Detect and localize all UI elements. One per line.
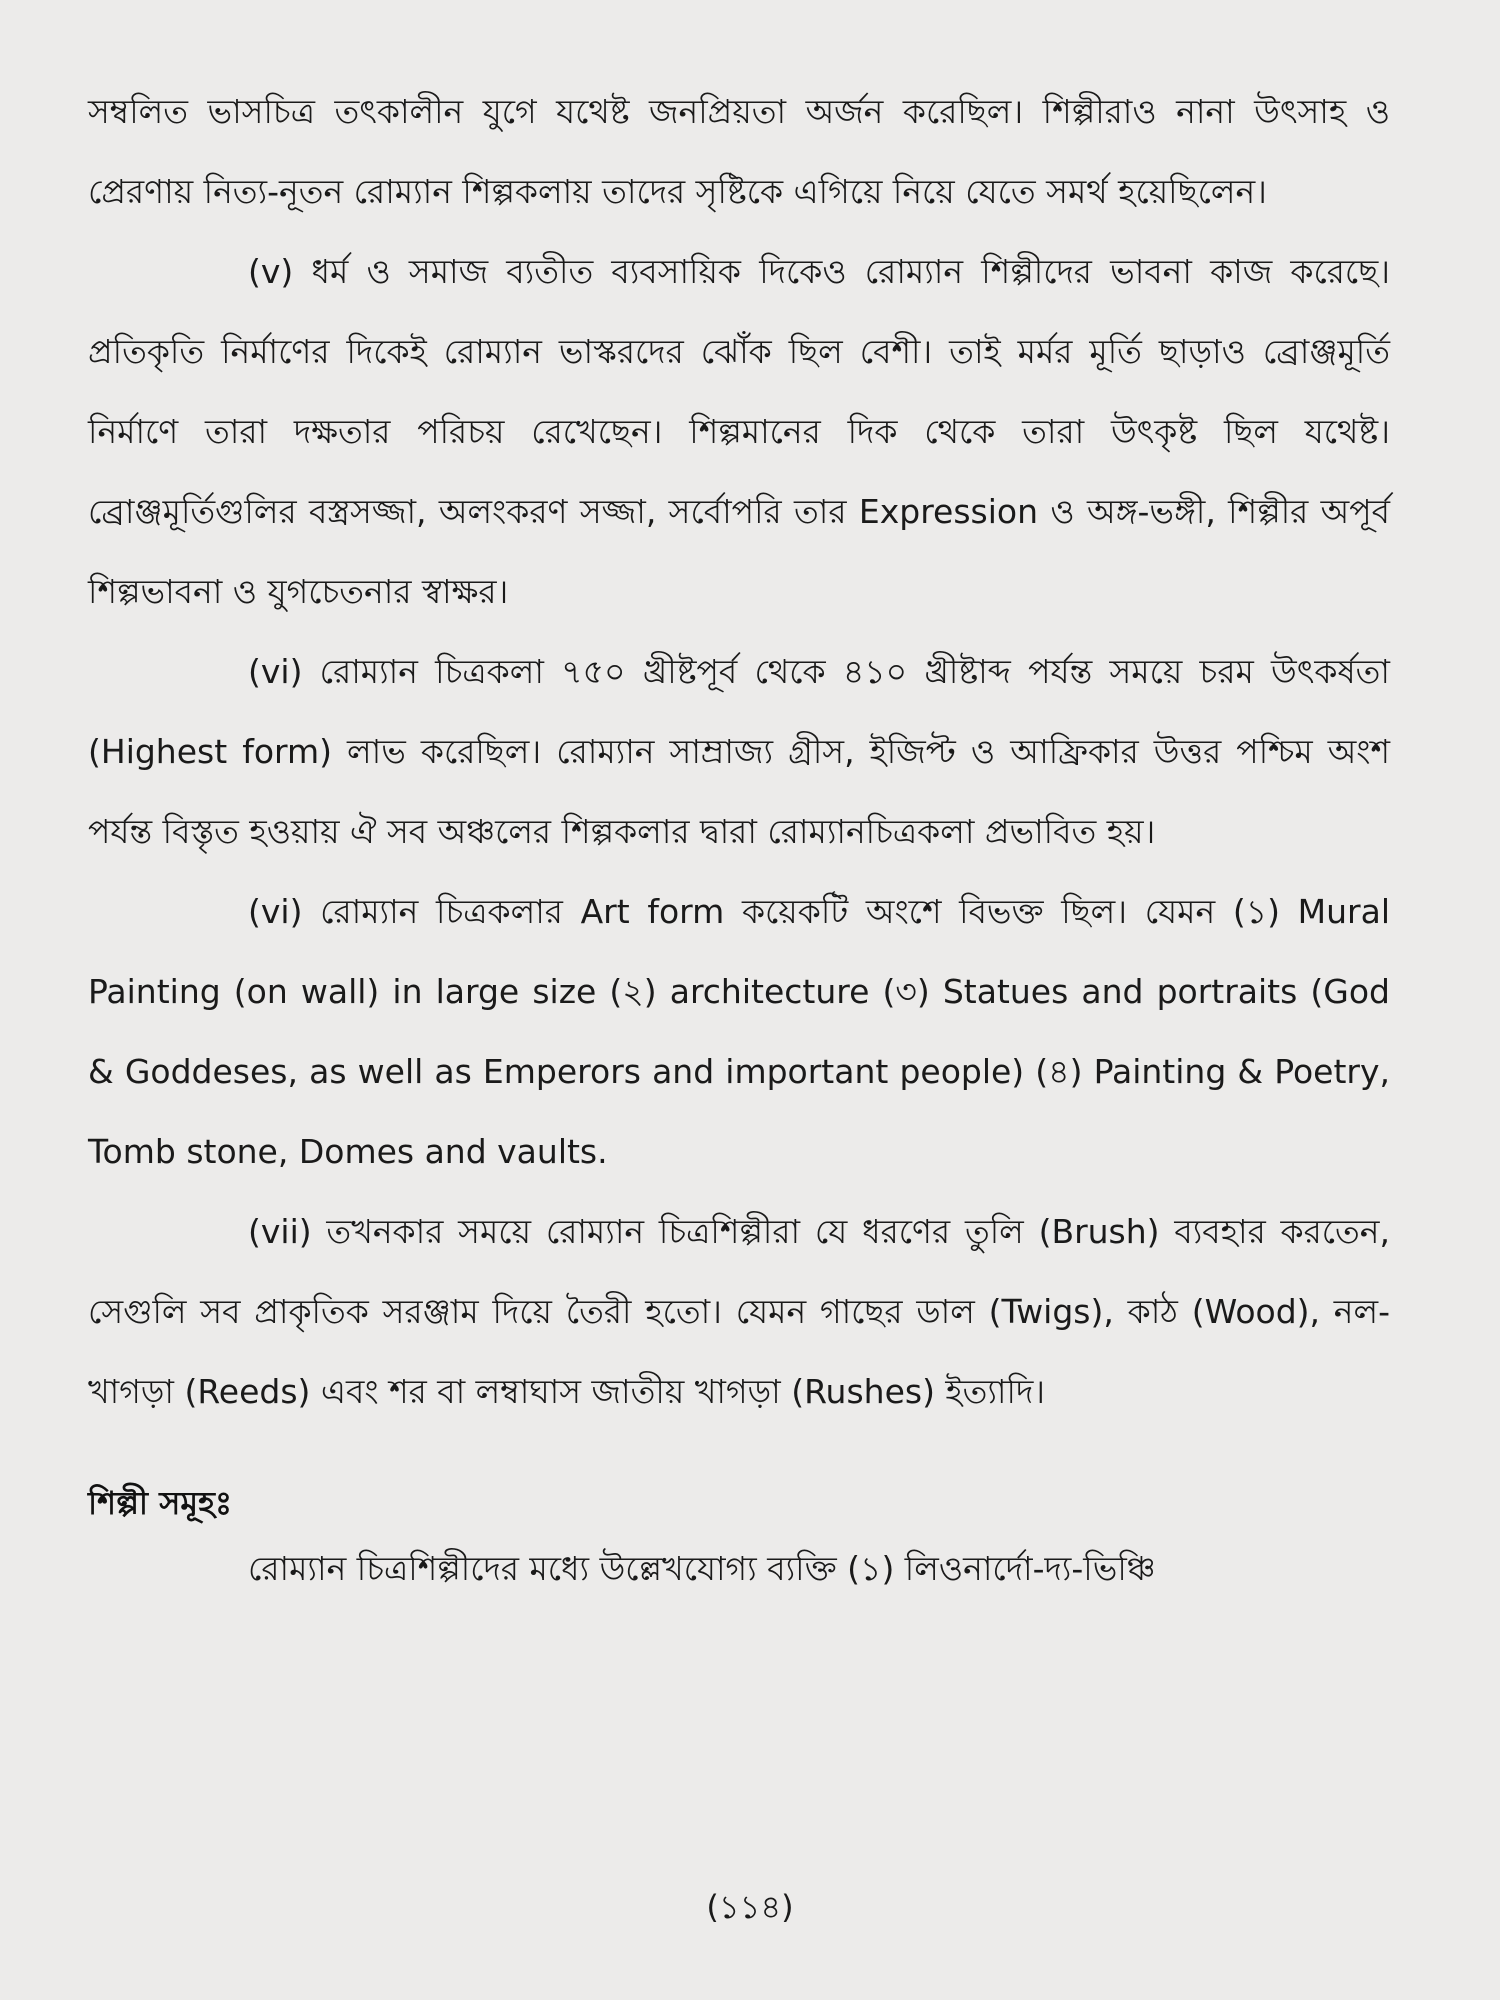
paragraph-vi: (vi) রোম্যান চিত্রকলা ৭৫০ খ্রীষ্টপূর্ব থেকে ৪১০ খ্রীষ্টাব্দ পর্যন্ত সময়ে চরম উৎকর্ষতা (Highest form) লাভ করেছিল। রোম্যান সাম্রাজ্য গ্রীস, ইজিপ্ট ও আফ্রিকার উত্তর পশ্চিম অংশ পর্যন্ত বিস্তৃত হওয়ায় ঐ সব অঞ্চলের শিল্পকলার দ্বারা রোম্যানচিত্রকলা প্রভাবিত হয়। <box>88 652 1390 851</box>
page-number: (১১৪) <box>706 1888 794 1926</box>
paragraph-v: (v) ধর্ম ও সমাজ ব্যতীত ব্যবসায়িক দিকেও রোম্যান শিল্পীদের ভাবনা কাজ করেছে। প্রতিকৃতি নির্মাণের দিকেই রোম্যান ভাস্করদের ঝোঁক ছিল বেশী। তাই মর্মর মূর্তি ছাড়াও ব্রোঞ্জমূর্তি নির্মাণে তারা দক্ষতার পরিচয় রেখেছেন। শিল্পমানের দিক থেকে তারা উৎকৃষ্ট ছিল যথেষ্ট। ব্রোঞ্জমূর্তিগুলির বস্ত্রসজ্জা, অলংকরণ সজ্জা, সর্বোপরি তার Expression ও অঙ্গ-ভঙ্গী, শিল্পীর অপূর্ব শিল্পভাবনা ও যুগচেতনার স্বাক্ষর। <box>88 252 1390 611</box>
section-heading: শিল্পী সমূহঃ <box>88 1484 233 1522</box>
paragraph-vii: (vii) তখনকার সময়ে রোম্যান চিত্রশিল্পীরা যে ধরণের তুলি (Brush) ব্যবহার করতেন, সেগুলি সব প্রাকৃতিক সরঞ্জাম দিয়ে তৈরী হতো। যেমন গাছের ডাল (Twigs), কাঠ (Wood), নল-খাগড়া (Reeds) এবং শর বা লম্বাঘাস জাতীয় খাগড়া (Rushes) ইত্যাদি। <box>88 1212 1390 1411</box>
paragraph-art-form: (vi) রোম্যান চিত্রকলার Art form কয়েকটি অংশে বিভক্ত ছিল। যেমন (১) Mural Painting (on wall) in large size (২) architecture (৩) Statues and portraits (God & Goddeses, as well as Emperors and important people) (৪) Painting & Poetry, Tomb stone, Domes and vaults. <box>88 892 1390 1171</box>
paragraph-artists: রোম্যান চিত্রশিল্পীদের মধ্যে উল্লেখযোগ্য ব্যক্তি (১) লিওনার্দো-দ্য-ভিঞ্চি <box>248 1549 1156 1588</box>
page-body <box>88 72 1390 1604</box>
paragraph-intro: সম্বলিত ভাসচিত্র তৎকালীন যুগে যথেষ্ট জনপ্রিয়তা অর্জন করেছিল। শিল্পীরাও নানা উৎসাহ ও প্রেরণায় নিত্য-নূতন রোম্যান শিল্পকলায় তাদের সৃষ্টিকে এগিয়ে নিয়ে যেতে সমর্থ হয়েছিলেন। <box>88 92 1390 211</box>
